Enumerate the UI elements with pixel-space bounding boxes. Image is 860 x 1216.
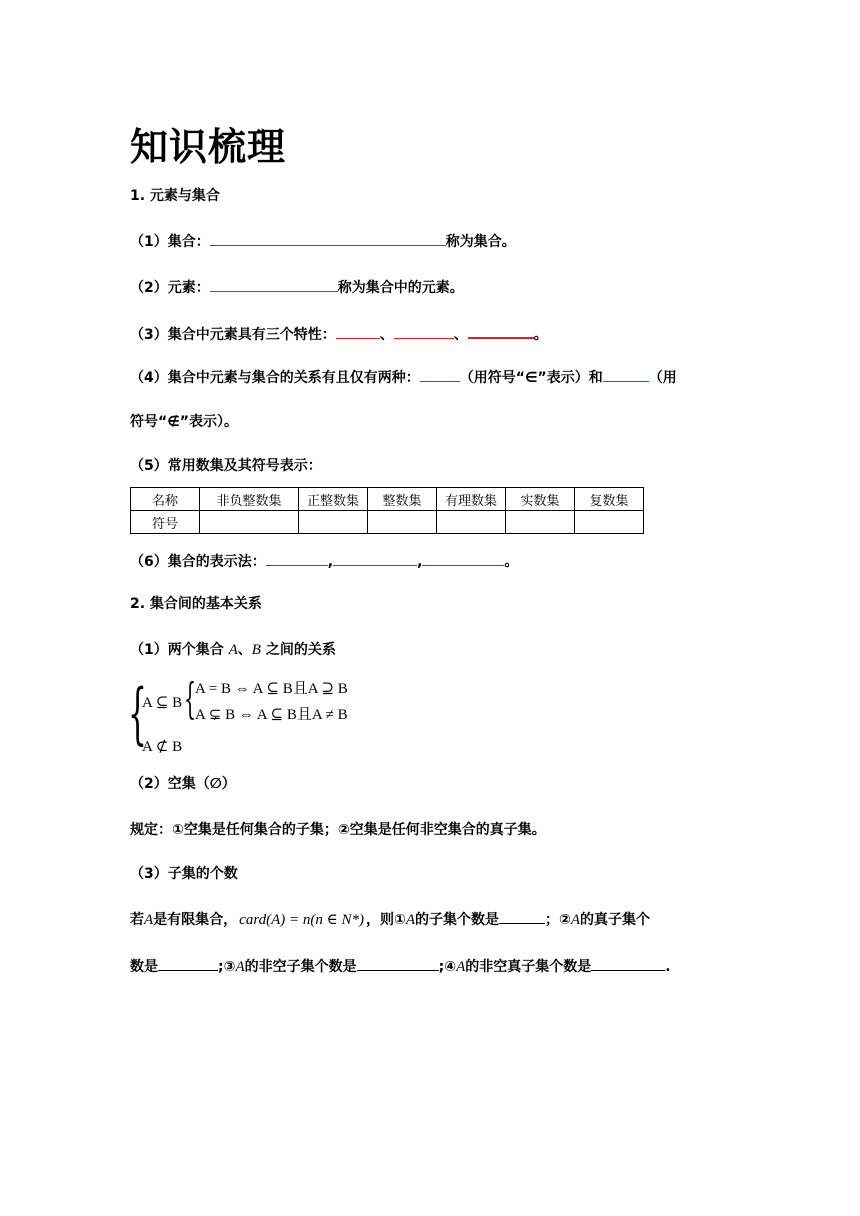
page-title: 知识梳理 [130,125,287,169]
representation-comma-1: , [327,554,334,570]
table-header-cell: 有理数集 [437,488,506,511]
empty-set-heading: （2）空集（∅） [130,776,236,792]
card-mid: 是有限集合， [153,912,238,928]
table-symbol-cell[interactable] [437,511,506,534]
set-b-symbol: B [251,642,261,658]
card-q2: 的真子集个 [580,912,651,928]
relation-heading [130,640,336,660]
card-expression: card(A) = n(n ∈ N*) [239,912,364,928]
card-c4: ;④ [438,959,457,975]
card-q2b: 数是 [130,959,158,975]
relation-not-subset: A ⊄ B [142,739,183,755]
properties-line [130,322,548,345]
table-row [131,488,644,511]
section-2-heading: 2. 集合间的基本关系 [130,596,262,612]
number-sets-table [130,487,644,534]
card-q3: 的非空子集个数是 [244,959,357,975]
table-header-cell: 名称 [131,488,200,511]
nonempty-proper-subset-count-blank[interactable] [591,955,665,971]
table-symbol-cell[interactable] [299,511,368,534]
representation-end: 。 [504,554,519,570]
element-definition-blank[interactable] [210,276,338,292]
nonempty-subset-count-blank[interactable] [357,955,439,971]
representation-blank-2[interactable] [333,550,417,566]
empty-set-rule: 规定：①空集是任何集合的子集；②空集是任何非空集合的真子集。 [130,822,546,838]
property-sep-1: 、 [379,327,394,343]
table-symbol-cell[interactable] [368,511,437,534]
relation-equal: A = B ⇔ A ⊆ B且A ⊇ B [195,681,348,697]
table-symbol-cell[interactable] [575,511,644,534]
table-header-cell: 正整数集 [299,488,368,511]
table-header-cell: 整数集 [368,488,437,511]
representation-label: （6）集合的表示法： [130,554,266,570]
card-then: ，则① [365,912,406,928]
membership-blank-1[interactable] [420,366,460,382]
element-label: （2）元素： [130,280,210,296]
properties-end: 。 [533,327,548,343]
relation-proper-subset: A ⊊ B ⇔ A ⊆ B且A ≠ B [195,707,348,723]
table-symbol-cell[interactable] [506,511,575,534]
proper-subset-count-blank[interactable] [158,955,218,971]
set-label: （1）集合： [130,234,210,250]
set-a-symbol: A [228,642,238,658]
section-1-heading: 1. 元素与集合 [130,188,220,204]
representation-comma-2: , [417,554,423,570]
representation-blank-3[interactable] [422,550,504,566]
membership-line [130,366,677,388]
outer-brace: { [128,675,147,752]
set-definition-line [130,230,516,252]
subset-count-blank[interactable] [499,908,545,924]
membership-label: （4）集合中元素与集合的关系有且仅有两种： [130,370,420,386]
property-blank-3[interactable] [468,322,534,339]
number-sets-label: （5）常用数集及其符号表示： [130,458,322,474]
property-sep-2: 、 [453,327,468,343]
element-tail: 称为集合中的元素。 [337,280,464,296]
card-q4: 的非空真子集个数是 [465,959,592,975]
subset-count-heading: （3）子集的个数 [130,866,238,882]
card-q1: 的子集个数是 [415,912,500,928]
card-a-3: A [570,912,581,928]
card-pre: 若 [130,912,144,928]
relation-label: （1）两个集合 [130,642,224,658]
table-header-cell: 非负整数集 [200,488,299,511]
inner-brace: { [184,674,197,723]
element-definition-line [130,276,464,298]
property-blank-2[interactable] [394,323,454,339]
card-line-2 [130,955,671,977]
relation-subset: A ⊆ B [142,695,183,711]
membership-blank-2[interactable] [603,366,649,382]
membership-mid-1: （用符号“∈”表示）和 [459,370,603,386]
table-header-cell: 实数集 [506,488,575,511]
card-a-5: A [456,959,466,975]
card-a-2: A [405,912,416,928]
table-symbol-label: 符号 [131,511,200,534]
table-row [131,511,644,534]
representation-line [130,550,518,572]
membership-cont: 符号“∉”表示）。 [130,414,238,430]
card-a: A [144,912,154,928]
card-c2: ；② [545,912,571,928]
set-definition-blank[interactable] [210,230,446,246]
table-header-cell: 复数集 [575,488,644,511]
representation-blank-1[interactable] [266,550,328,566]
property-blank-1[interactable] [336,323,380,339]
set-tail: 称为集合。 [445,234,516,250]
card-period: . [665,959,671,975]
membership-mid-2: （用 [648,370,677,386]
card-c3: ;③ [218,959,236,975]
card-a-4: A [235,959,245,975]
table-symbol-cell[interactable] [200,511,299,534]
card-line [130,908,650,930]
relation-tail: 之间的关系 [265,642,336,658]
properties-label: （3）集合中元素具有三个特性： [130,327,336,343]
relation-sep: 、 [237,642,252,658]
